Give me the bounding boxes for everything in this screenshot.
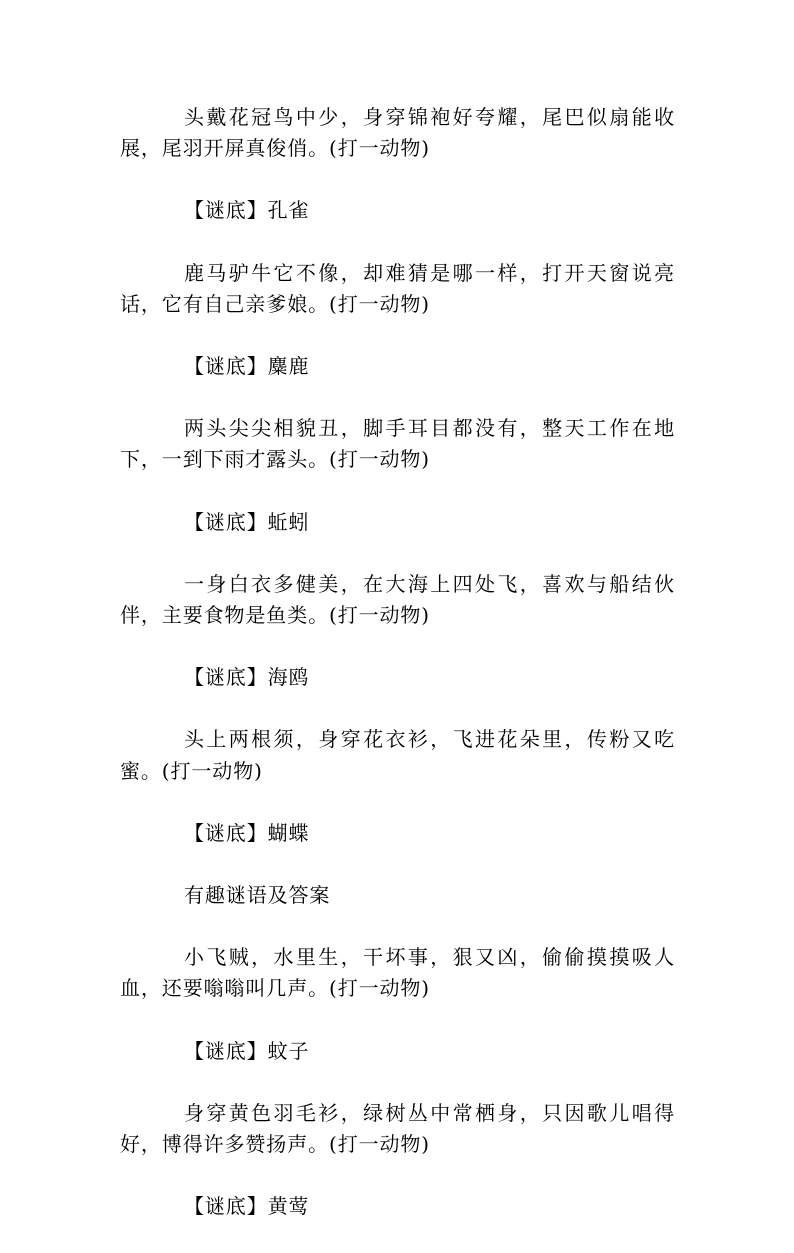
- riddle-paragraph: 头戴花冠鸟中少，身穿锦袍好夸耀，尾巴似扇能收展，尾羽开屏真俊俏。(打一动物): [120, 105, 675, 161]
- answer-line: [120, 1191, 675, 1222]
- riddle-paragraph: 小飞贼，水里生，干坏事，狠又凶，偷偷摸摸吸人血，还要嗡嗡叫几声。(打一动物): [120, 945, 675, 1001]
- answer-label: 【谜底】: [184, 354, 268, 379]
- answer-label: 【谜底】: [184, 509, 268, 534]
- riddle-paragraph: 头上两根须，身穿花衣衫，飞进花朵里，传粉又吃蜜。(打一动物): [120, 727, 675, 783]
- answer-label: 【谜底】: [184, 820, 268, 845]
- riddle-paragraph: 两头尖尖相貌丑，脚手耳目都没有，整天工作在地下，一到下雨才露头。(打一动物): [120, 416, 675, 472]
- answer-text: 蚯蚓: [267, 509, 310, 534]
- answer-label: 【谜底】: [184, 1194, 268, 1219]
- answer-line: [120, 507, 675, 538]
- answer-text: 麋鹿: [267, 354, 310, 379]
- answer-line: [120, 1036, 675, 1067]
- answer-line: [120, 662, 675, 693]
- answer-label: 【谜底】: [184, 665, 268, 690]
- answer-line: [120, 195, 675, 226]
- riddle-paragraph: 一身白衣多健美，在大海上四处飞，喜欢与船结伙伴，主要食物是鱼类。(打一动物): [120, 571, 675, 628]
- answer-line: [120, 818, 675, 849]
- answer-line: [120, 351, 675, 382]
- answer-label: 【谜底】: [184, 1038, 268, 1063]
- riddle-paragraph: 身穿黄色羽毛衫，绿树丛中常栖身，只因歌儿唱得好，博得许多赞扬声。(打一动物): [120, 1100, 675, 1157]
- riddle-paragraph: 鹿马驴牛它不像，却难猜是哪一样，打开天窗说亮话，它有自己亲爹娘。(打一动物): [120, 260, 675, 316]
- section-heading: 有趣谜语及答案: [184, 883, 331, 908]
- answer-label: 【谜底】: [184, 198, 268, 223]
- answer-text: 蝴蝶: [267, 820, 310, 845]
- answer-text: 蚊子: [267, 1038, 310, 1063]
- answer-text: 孔雀: [267, 198, 310, 223]
- answer-text: 海鸥: [267, 665, 310, 690]
- document-body: [120, 102, 675, 1253]
- answer-text: 黄莺: [267, 1194, 310, 1219]
